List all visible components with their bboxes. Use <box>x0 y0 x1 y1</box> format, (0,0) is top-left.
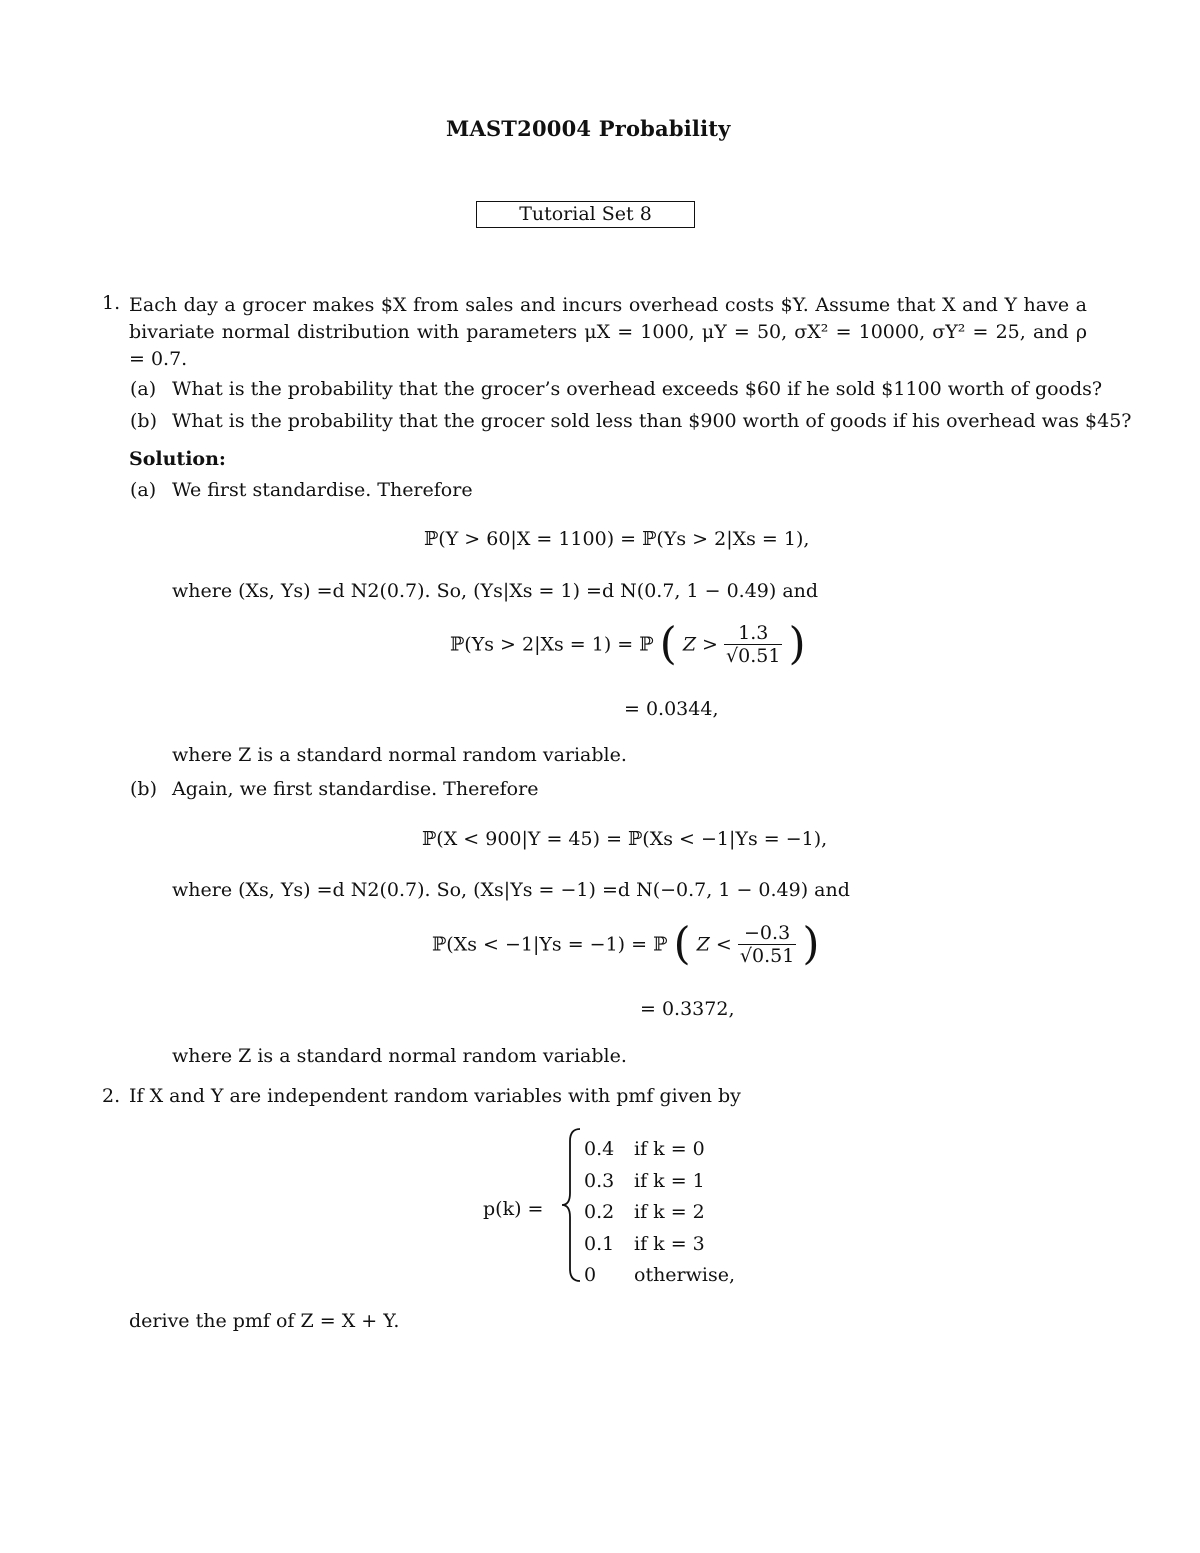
fraction-denominator: √0.51 <box>739 945 795 967</box>
pmf-case-condition: if k = 3 <box>634 1232 705 1255</box>
course-title: MAST20004 Probability <box>446 116 731 141</box>
solution-a-intro: We first standardise. Therefore <box>172 479 473 501</box>
solution-b-eq2-lhs: ℙ(Xs < −1|Ys = −1) = ℙ <box>432 933 668 956</box>
question-1b-label: (b) <box>130 410 157 432</box>
solution-b-result: = 0.3372, <box>640 998 735 1020</box>
left-paren: ( <box>659 618 677 670</box>
solution-a-equation-1: ℙ(Y > 60|X = 1100) = ℙ(Ys > 2|Xs = 1), <box>424 528 810 550</box>
fraction-numerator: 1.3 <box>724 622 782 645</box>
tutorial-set-box: Tutorial Set 8 <box>476 201 695 228</box>
question-1-text <box>129 292 1087 373</box>
pmf-lhs: p(k) = <box>483 1198 544 1220</box>
fraction-numerator: −0.3 <box>738 922 796 945</box>
question-1-body: Each day a grocer makes $X from sales and incurs overhead costs $Y. Assume that X and Y have a bivariate normal distribution with parameters μX = 1000, μY = 50, σX² = 10000, σY² = 25, and ρ = 0.7. <box>129 294 1087 370</box>
solution-b-intro: Again, we first standardise. Therefore <box>172 778 539 800</box>
question-2-text: If X and Y are independent random variables with pmf given by <box>129 1085 741 1107</box>
pmf-case-condition: if k = 2 <box>634 1201 705 1223</box>
solution-b-equation-2 <box>432 918 820 978</box>
solution-b-eq2-z: Z < <box>696 933 732 956</box>
question-2-task: derive the pmf of Z = X + Y. <box>129 1310 400 1332</box>
solution-b-conclusion: where Z is a standard normal random variable. <box>172 1045 627 1067</box>
left-brace-icon <box>560 1125 584 1285</box>
solution-a-conclusion: where Z is a standard normal random variable. <box>172 744 627 766</box>
solution-b-label: (b) <box>130 778 157 800</box>
solution-b-fraction <box>738 922 796 967</box>
question-1a-text: What is the probability that the grocer’s overhead exceeds $60 if he sold $1100 worth of goods? <box>172 378 1103 400</box>
solution-b-where: where (Xs, Ys) =d N2(0.7). So, (Xs|Ys = −1) =d N(−0.7, 1 − 0.49) and <box>172 879 850 901</box>
solution-a-fraction <box>724 622 782 667</box>
question-1-number: 1. <box>102 292 121 314</box>
left-paren: ( <box>673 918 691 970</box>
question-1b-text: What is the probability that the grocer sold less than $900 worth of goods if his overhead was $45? <box>172 410 1132 432</box>
solution-a-eq2-lhs: ℙ(Ys > 2|Xs = 1) = ℙ <box>450 633 654 656</box>
solution-a-equation-2 <box>450 618 806 678</box>
pmf-case-value: 0.1 <box>584 1232 615 1255</box>
pmf-case-value: 0.3 <box>584 1169 615 1192</box>
solution-a-result: = 0.0344, <box>624 698 719 720</box>
right-paren: ) <box>802 918 820 970</box>
solution-b-equation-1: ℙ(X < 900|Y = 45) = ℙ(Xs < −1|Ys = −1), <box>422 828 828 850</box>
pmf-case-condition: if k = 1 <box>634 1169 705 1192</box>
solution-heading: Solution: <box>129 448 226 470</box>
pmf-case-value: 0 <box>584 1264 597 1286</box>
right-paren: ) <box>788 618 806 670</box>
pmf-case-value: 0.4 <box>584 1138 615 1160</box>
pmf-case-condition: if k = 0 <box>634 1138 705 1160</box>
pmf-brace <box>560 1125 584 1290</box>
question-2-number: 2. <box>102 1085 121 1107</box>
solution-a-where: where (Xs, Ys) =d N2(0.7). So, (Ys|Xs = 1) =d N(0.7, 1 − 0.49) and <box>172 580 819 602</box>
solution-a-eq2-z: Z > <box>682 633 718 656</box>
fraction-denominator: √0.51 <box>726 645 781 667</box>
pmf-case-value: 0.2 <box>584 1201 615 1223</box>
pmf-case-condition: otherwise, <box>634 1264 736 1286</box>
solution-a-label: (a) <box>130 479 157 501</box>
question-1a-label: (a) <box>130 378 157 400</box>
